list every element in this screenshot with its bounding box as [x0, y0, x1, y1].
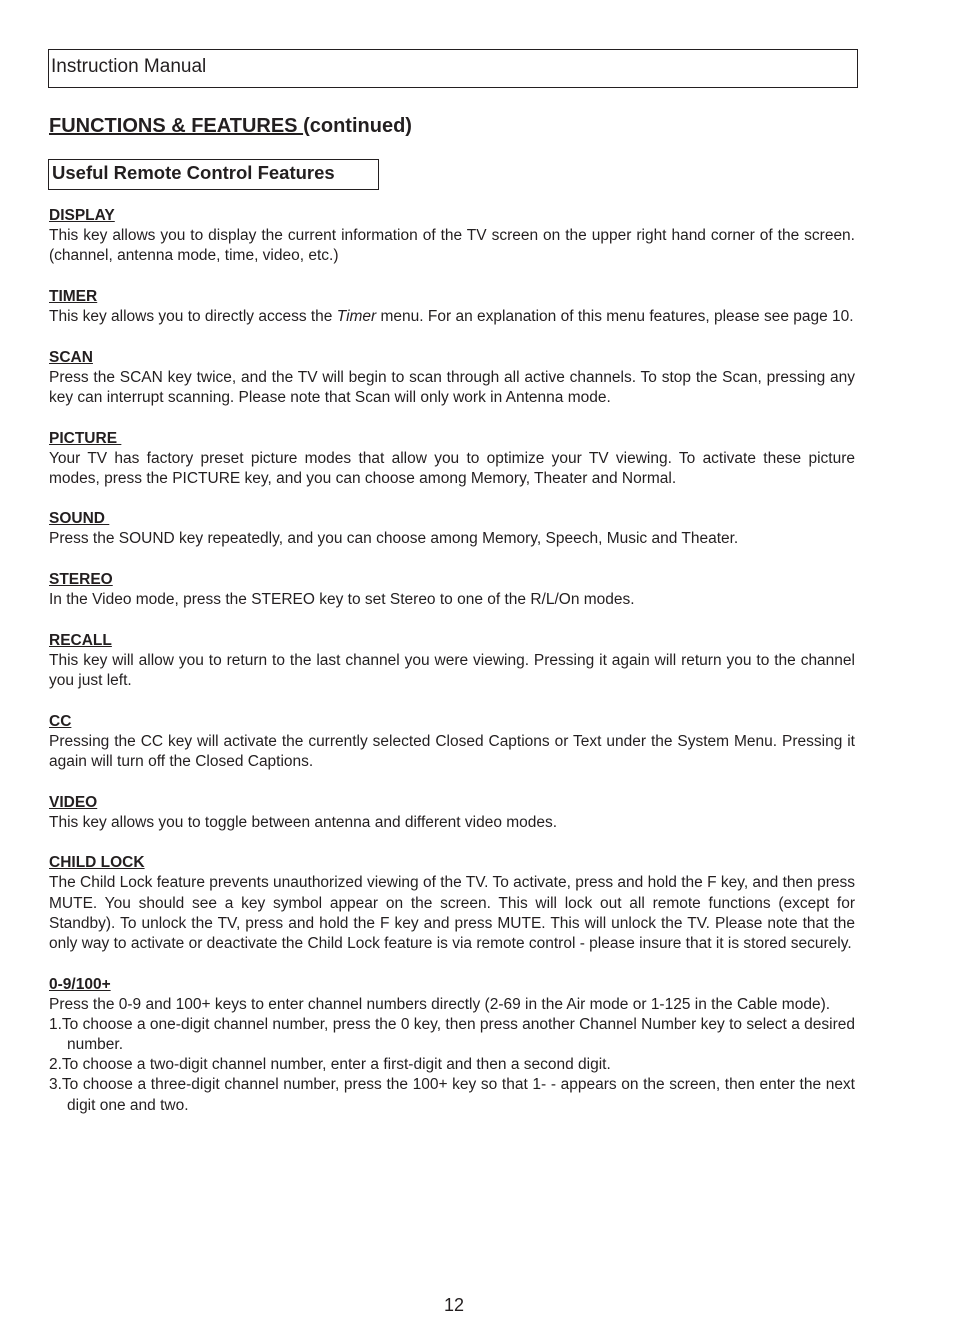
- feature-description: Pressing the CC key will activate the currently selected Closed Captions or Text under the System Menu. Pressing it again will turn off the Closed Captions.: [49, 732, 855, 770]
- feature-stereo: [49, 570, 855, 610]
- feature-description: This key allows you to toggle between antenna and different video modes.: [49, 813, 558, 831]
- feature-description-part: This key allows you to directly access the: [49, 307, 337, 325]
- list-item: 1.To choose a one-digit channel number, press the 0 key, then press another Channel Number key to select a desired number.: [49, 1015, 855, 1054]
- list-item: 3.To choose a three-digit channel number, press the 100+ key so that 1- - appears on the screen, then enter the next digit one and two.: [49, 1076, 855, 1114]
- subsection-box: [48, 159, 379, 190]
- feature-description: In the Video mode, press the STEREO key to set Stereo to one of the R/L/On modes.: [49, 591, 635, 609]
- feature-video: [49, 793, 855, 833]
- feature-name: RECALL: [49, 631, 112, 649]
- feature-description: This key will allow you to return to the last channel you were viewing. Pressing it again will return you to the channel you just left.: [49, 651, 855, 690]
- feature-child-lock: [49, 853, 855, 954]
- feature-description: Your TV has factory preset picture modes that allow you to optimize your TV viewing. To activate these picture modes, press the PICTURE key, and you can choose among Memory, Theater and Normal.: [49, 449, 855, 487]
- feature-description-part: menu. For an explanation of this menu features, please see page 10.: [376, 307, 854, 325]
- document-title: Instruction Manual: [51, 56, 207, 77]
- feature-display: [49, 206, 855, 266]
- section-title-suffix: (continued): [303, 115, 412, 137]
- page-number: 12: [443, 1295, 465, 1315]
- section-title-main: FUNCTIONS & FEATURES: [49, 115, 304, 137]
- feature-name: SCAN: [49, 348, 93, 366]
- feature-timer: [49, 287, 855, 327]
- feature-picture: [49, 429, 855, 489]
- timer-menu-name: Timer: [336, 307, 377, 325]
- subsection-title: Useful Remote Control Features: [52, 162, 335, 183]
- feature-sound: [49, 509, 855, 549]
- feature-description: This key allows you to display the current information of the TV screen on the upper right hand corner of the screen. (channel, antenna mode, time, video, etc.): [49, 227, 855, 265]
- feature-description: Press the 0-9 and 100+ keys to enter channel numbers directly (2-69 in the Air mode or 1-125 in the Cable mode).: [49, 995, 831, 1013]
- feature-description: [49, 307, 855, 327]
- feature-scan: [49, 348, 855, 408]
- feature-name: TIMER: [49, 287, 98, 305]
- list-item: 2.To choose a two-digit channel number, enter a first-digit and then a second digit.: [49, 1056, 611, 1074]
- feature-description: Press the SOUND key repeatedly, and you can choose among Memory, Speech, Music and Theater.: [49, 530, 739, 548]
- feature-description: The Child Lock feature prevents unauthorized viewing of the TV. To activate, press and hold the F key, and then press MUTE. You should see a key symbol appear on the screen. This will lock out all remote functions (except for Standby). To unlock the TV, press and hold the F key and press MUTE. This will unlock the TV. Please note that the only way to activate or deactivate the Child Lock feature is via remote control - please insure that it is stored securely.: [49, 874, 855, 952]
- feature-name: DISPLAY: [49, 207, 115, 224]
- header-box: [48, 49, 858, 88]
- feature-channel-numbers: [49, 975, 855, 1116]
- feature-name: CHILD LOCK: [49, 854, 145, 872]
- feature-name: 0-9/100+: [49, 975, 111, 993]
- feature-name: SOUND: [49, 510, 110, 528]
- feature-list: [49, 206, 855, 1116]
- feature-name: VIDEO: [49, 793, 98, 811]
- feature-name: STEREO: [49, 571, 113, 589]
- feature-cc: [49, 712, 855, 772]
- feature-name: CC: [49, 712, 72, 730]
- feature-description: Press the SCAN key twice, and the TV will begin to scan through all active channels. To stop the Scan, pressing any key can interrupt scanning. Please note that Scan will only work in Antenna mode.: [49, 368, 855, 406]
- feature-recall: [49, 631, 855, 691]
- section-title: [49, 113, 412, 139]
- feature-name: PICTURE: [49, 429, 122, 447]
